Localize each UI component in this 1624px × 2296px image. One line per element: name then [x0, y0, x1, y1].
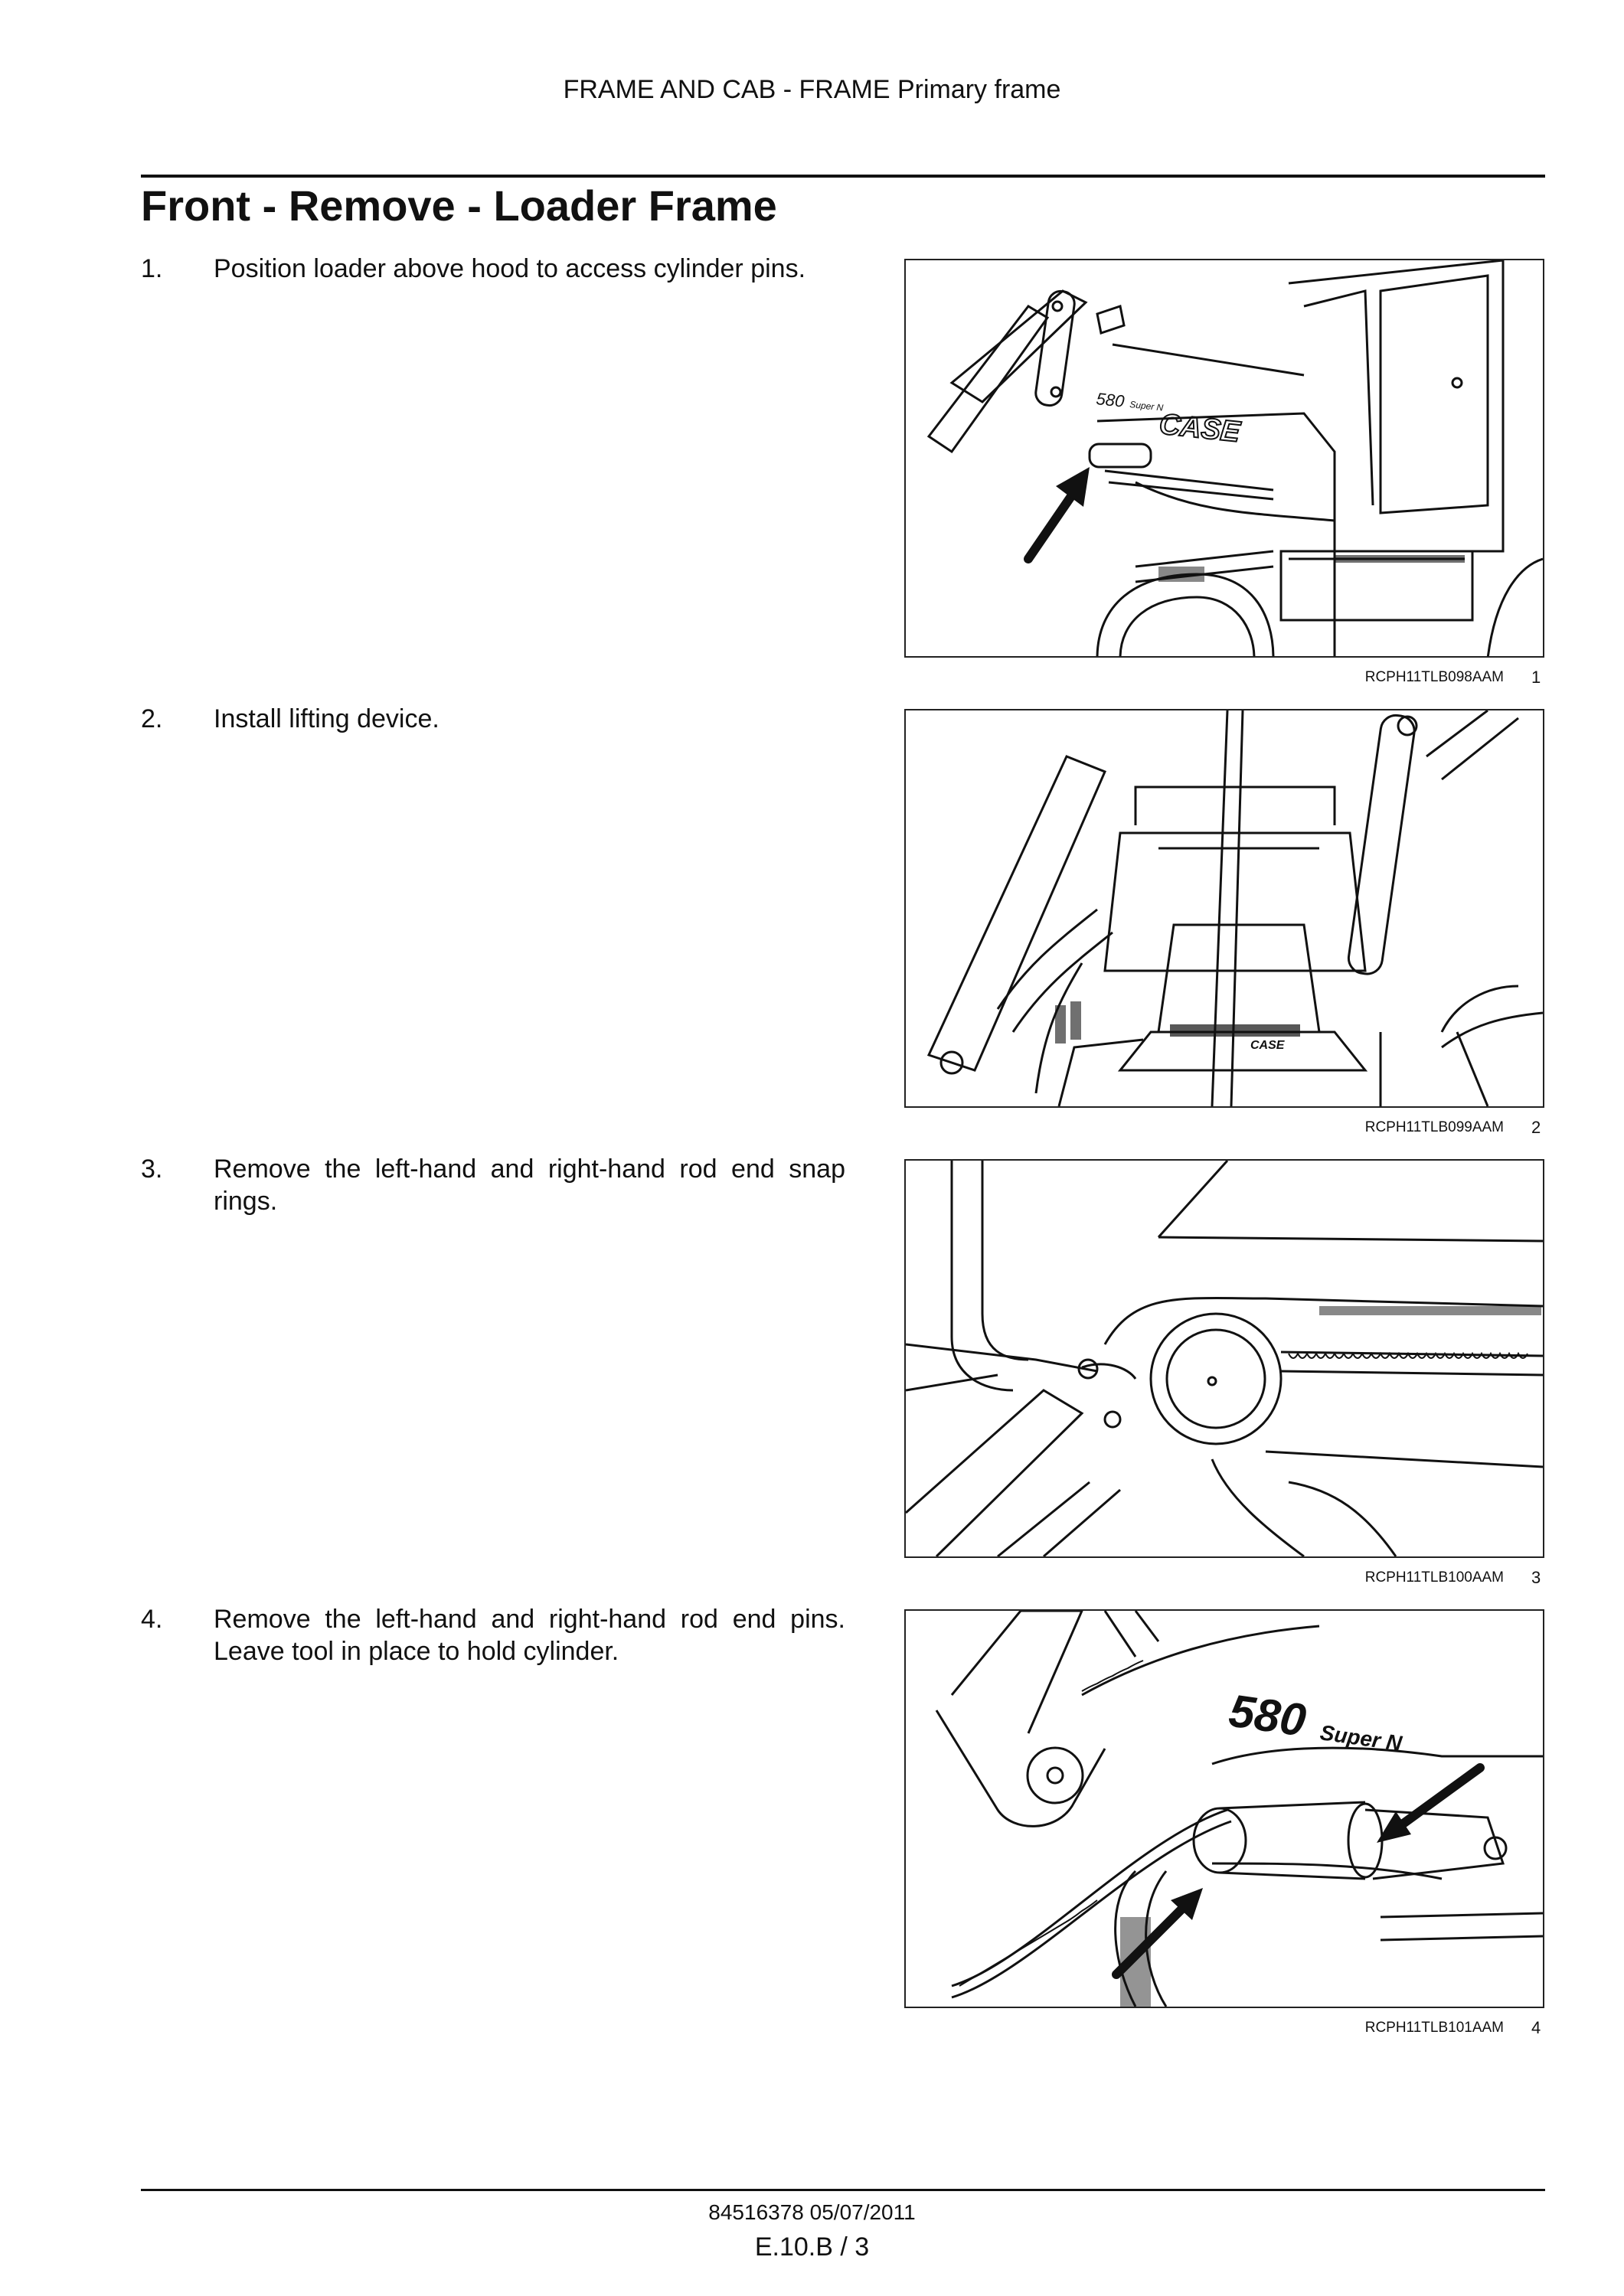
decal-brand: CASE: [1250, 1039, 1285, 1052]
step-number: 1.: [141, 254, 163, 283]
running-header: FRAME AND CAB - FRAME Primary frame: [563, 75, 1061, 104]
step-text: Install lifting device.: [214, 704, 439, 733]
figure-2: [904, 709, 1544, 1108]
document-id: 84516378 05/07/2011: [708, 2200, 916, 2224]
decal-model: 580: [1226, 1684, 1309, 1746]
decal-brand: CASE: [1158, 408, 1242, 449]
decal-model: 580: [1095, 389, 1126, 411]
rod-end-pin-illustration: [906, 1611, 1543, 2007]
step-number: 2.: [141, 704, 163, 733]
step-number: 4.: [141, 1605, 163, 1634]
header-rule: [141, 175, 1545, 178]
step-number: 3.: [141, 1155, 163, 1184]
figure-number: 2: [1531, 1118, 1541, 1137]
figure-reference: RCPH11TLB099AAM: [1364, 1119, 1504, 1135]
decal-variant: Super N: [1318, 1720, 1403, 1755]
loader-cab-illustration: [906, 260, 1543, 656]
step-text: Remove the left-hand and right-hand rod end pins. Leave tool in place to hold cylinder.: [214, 1605, 845, 1666]
step-text: Remove the left-hand and right-hand rod end snap rings.: [214, 1155, 845, 1216]
figure-3: [904, 1159, 1544, 1558]
page-title: Front - Remove - Loader Frame: [141, 181, 777, 230]
figure-number: 3: [1531, 1568, 1541, 1587]
lifting-device-illustration: [906, 710, 1543, 1106]
figure-number: 4: [1531, 2018, 1541, 2037]
decal-variant: Super N: [1129, 399, 1164, 413]
footer-rule: [141, 2189, 1545, 2191]
page-number: E.10.B / 3: [754, 2232, 870, 2262]
figure-4: [904, 1609, 1544, 2008]
figure-reference: RCPH11TLB098AAM: [1364, 669, 1504, 685]
figure-number: 1: [1531, 668, 1541, 687]
step-text: Position loader above hood to access cylinder pins.: [214, 254, 806, 283]
figure-reference: RCPH11TLB100AAM: [1364, 1569, 1504, 1586]
figure-reference: RCPH11TLB101AAM: [1364, 2020, 1504, 2036]
figure-1: [904, 259, 1544, 658]
snap-ring-illustration: [906, 1161, 1543, 1556]
